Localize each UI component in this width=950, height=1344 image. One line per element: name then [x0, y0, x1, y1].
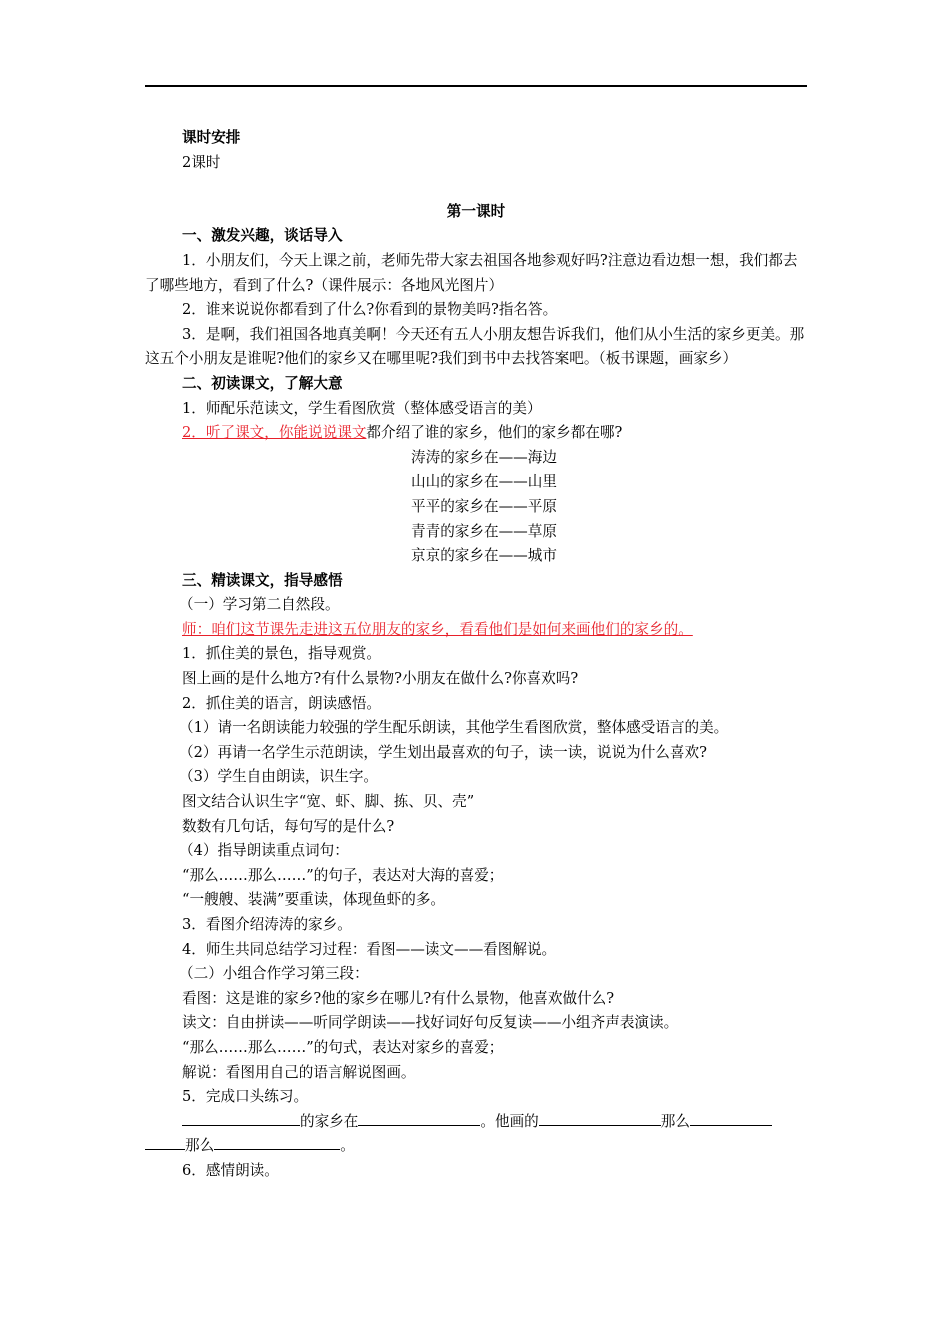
fill-blank-line-2	[145, 1134, 807, 1159]
step-line: （1）请一名朗读能力较强的学生配乐朗读，其他学生看图欣赏，整体感受语言的美。	[179, 719, 729, 737]
step-line: 数数有几句话，每句写的是什么?	[182, 817, 395, 835]
step-line: 图文结合认识生字“宽、虾、脚、拣、贝、壳”	[182, 793, 475, 811]
fill-text: 那么	[185, 1137, 215, 1155]
step-line: 6．感情朗读。	[182, 1161, 279, 1179]
hometown-line: 青青的家乡在——草原	[411, 522, 557, 540]
step-line: 解说：看图用自己的语言解说图画。	[182, 1063, 416, 1081]
hometown-line: 京京的家乡在——城市	[411, 547, 557, 565]
fill-blank[interactable]	[690, 1111, 772, 1126]
header-rule	[145, 85, 807, 87]
section1-paragraph-1: 1．小朋友们，今天上课之前，老师先带大家去祖国各地参观好吗?注意边看边想一想，我们都去了哪些地方，看到了什么?（课件展示：各地风光图片）	[145, 251, 798, 294]
step-line: 读文：自由拼读——听同学朗读——找好词好句反复读——小组齐声表演读。	[182, 1014, 679, 1032]
teacher-instruction: 师：咱们这节课先走进这五位朋友的家乡，看看他们是如何来画他们的家乡的。	[182, 620, 693, 638]
step-line: 看图：这是谁的家乡?他的家乡在哪儿?有什么景物，他喜欢做什么?	[182, 989, 615, 1007]
section3-heading: 三、精读课文，指导感悟	[182, 571, 343, 589]
step-line: 4．师生共同总结学习过程：看图——读文——看图解说。	[182, 940, 557, 958]
step-line: “一艘艘、装满”要重读，体现鱼虾的多。	[182, 891, 446, 909]
section2-paragraph-2	[145, 421, 807, 446]
step-line: 2．抓住美的语言，朗读感悟。	[182, 694, 382, 712]
fill-blank[interactable]	[182, 1111, 300, 1126]
schedule-heading: 课时安排	[182, 129, 241, 146]
fill-blank[interactable]	[539, 1111, 661, 1126]
step-line: “那么……那么……”的句子，表达对大海的喜爱；	[182, 866, 504, 884]
fill-blank[interactable]	[145, 1135, 185, 1150]
step-line: （4）指导朗读重点词句：	[179, 842, 349, 860]
fill-text: 。	[340, 1137, 355, 1155]
step-line: 图上画的是什么地方?有什么景物?小朋友在做什么?你喜欢吗?	[182, 670, 579, 688]
fill-blank-line-1	[145, 1110, 807, 1135]
step-line: （3）学生自由朗读，识生字。	[179, 768, 379, 786]
fill-blank[interactable]	[214, 1135, 340, 1150]
prompt-rest: 都介绍了谁的家乡，他们的家乡都在哪?	[366, 424, 623, 442]
hometown-line: 平平的家乡在——平原	[411, 497, 557, 515]
step-line: 1．抓住美的景色，指导观赏。	[182, 645, 382, 663]
section1-paragraph-2: 2．谁来说说你都看到了什么?你看到的景物美吗?指名答。	[182, 301, 558, 319]
subsection-1-title: （一）学习第二自然段。	[179, 596, 340, 614]
hometown-line: 涛涛的家乡在——海边	[411, 448, 557, 466]
fill-text: 那么	[660, 1112, 690, 1130]
section1-paragraph-3: 3．是啊，我们祖国各地真美啊！今天还有五人小朋友想告诉我们，他们从小生活的家乡更美。那这五个小朋友是谁呢?他们的家乡又在哪里呢?我们到书中去找答案吧。（板书课题，画家乡）	[145, 325, 805, 368]
section2-heading: 二、初读课文，了解大意	[182, 374, 343, 392]
schedule-value: 2课时	[182, 153, 221, 171]
fill-blank[interactable]	[358, 1111, 480, 1126]
fill-text: 的家乡在	[300, 1112, 359, 1130]
document-body	[145, 126, 807, 1184]
highlighted-prompt: 2．听了课文，你能说说课文	[182, 424, 367, 442]
fill-text: 。他画的	[480, 1112, 539, 1130]
step-line: 3．看图介绍涛涛的家乡。	[182, 916, 352, 933]
step-line: 5．完成口头练习。	[182, 1088, 309, 1106]
step-line: （2）再请一名学生示范朗读，学生划出最喜欢的句子，读一读，说说为什么喜欢?	[179, 743, 707, 761]
section1-heading: 一、激发兴趣，谈话导入	[182, 227, 343, 245]
section2-paragraph-1: 1．师配乐范读文，学生看图欣赏（整体感受语言的美）	[182, 399, 542, 417]
lesson-title: 第一课时	[446, 202, 506, 220]
step-line: “那么……那么……”的句式，表达对家乡的喜爱；	[182, 1038, 504, 1056]
hometown-line: 山山的家乡在——山里	[411, 473, 557, 491]
subsection-2-title: （二）小组合作学习第三段：	[179, 965, 369, 983]
